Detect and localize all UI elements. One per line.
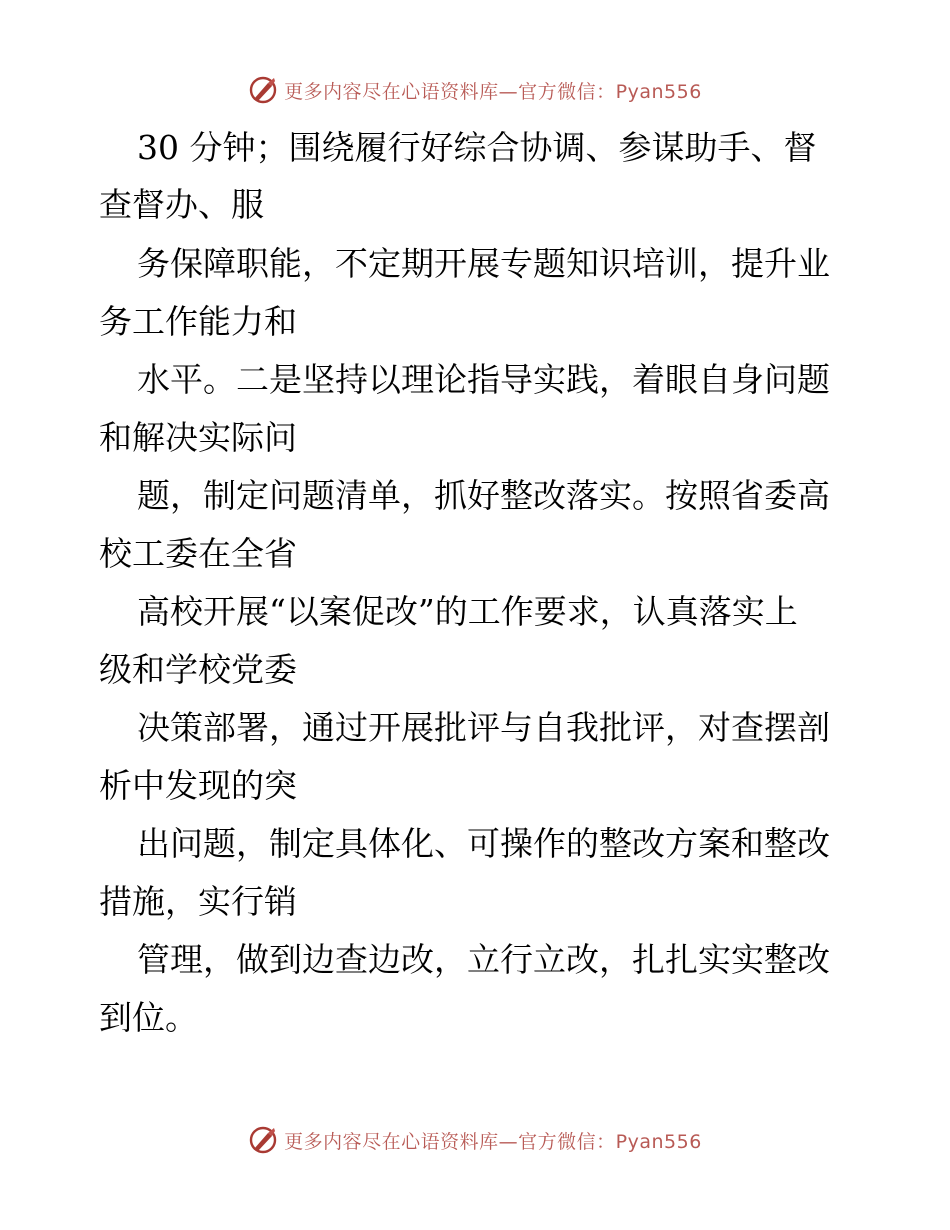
paragraph-line: 措施，实行销	[99, 882, 297, 921]
paragraph-line: 水平。二是坚持以理论指导实践，着眼自身问题	[137, 360, 830, 399]
paragraph-line: 务工作能力和	[99, 302, 297, 341]
paragraph-line: 析中发现的突	[99, 766, 297, 805]
paragraph-line: 级和学校党委	[99, 650, 297, 689]
paragraph-line: 和解决实际问	[99, 418, 297, 457]
paragraph-line: 出问题，制定具体化、可操作的整改方案和整改	[137, 824, 830, 863]
feather-pen-logo-icon	[248, 1125, 278, 1155]
paragraph-line: 管理，做到边查边改，立行立改，扎扎实实整改	[137, 940, 830, 979]
watermark-text: 更多内容尽在心语资料库—官方微信：Pyan556	[284, 1130, 702, 1153]
paragraph-line: 务保障职能，不定期开展专题知识培训，提升业	[137, 244, 830, 283]
paragraph-line: 校工委在全省	[99, 534, 297, 573]
paragraph-line: 题，制定问题清单，抓好整改落实。按照省委高	[137, 476, 830, 515]
paragraph-line: 查督办、服	[99, 185, 264, 224]
footer-watermark	[0, 1120, 950, 1160]
paragraph-line: 30 分钟；围绕履行好综合协调、参谋助手、督	[137, 128, 817, 167]
watermark-text: 更多内容尽在心语资料库—官方微信：Pyan556	[284, 80, 702, 103]
paragraph-line: 到位。	[99, 998, 198, 1037]
paragraph-line: 高校开展“以案促改”的工作要求，认真落实上	[137, 592, 798, 631]
paragraph-line: 决策部署，通过开展批评与自我批评，对查摆剖	[137, 708, 830, 747]
